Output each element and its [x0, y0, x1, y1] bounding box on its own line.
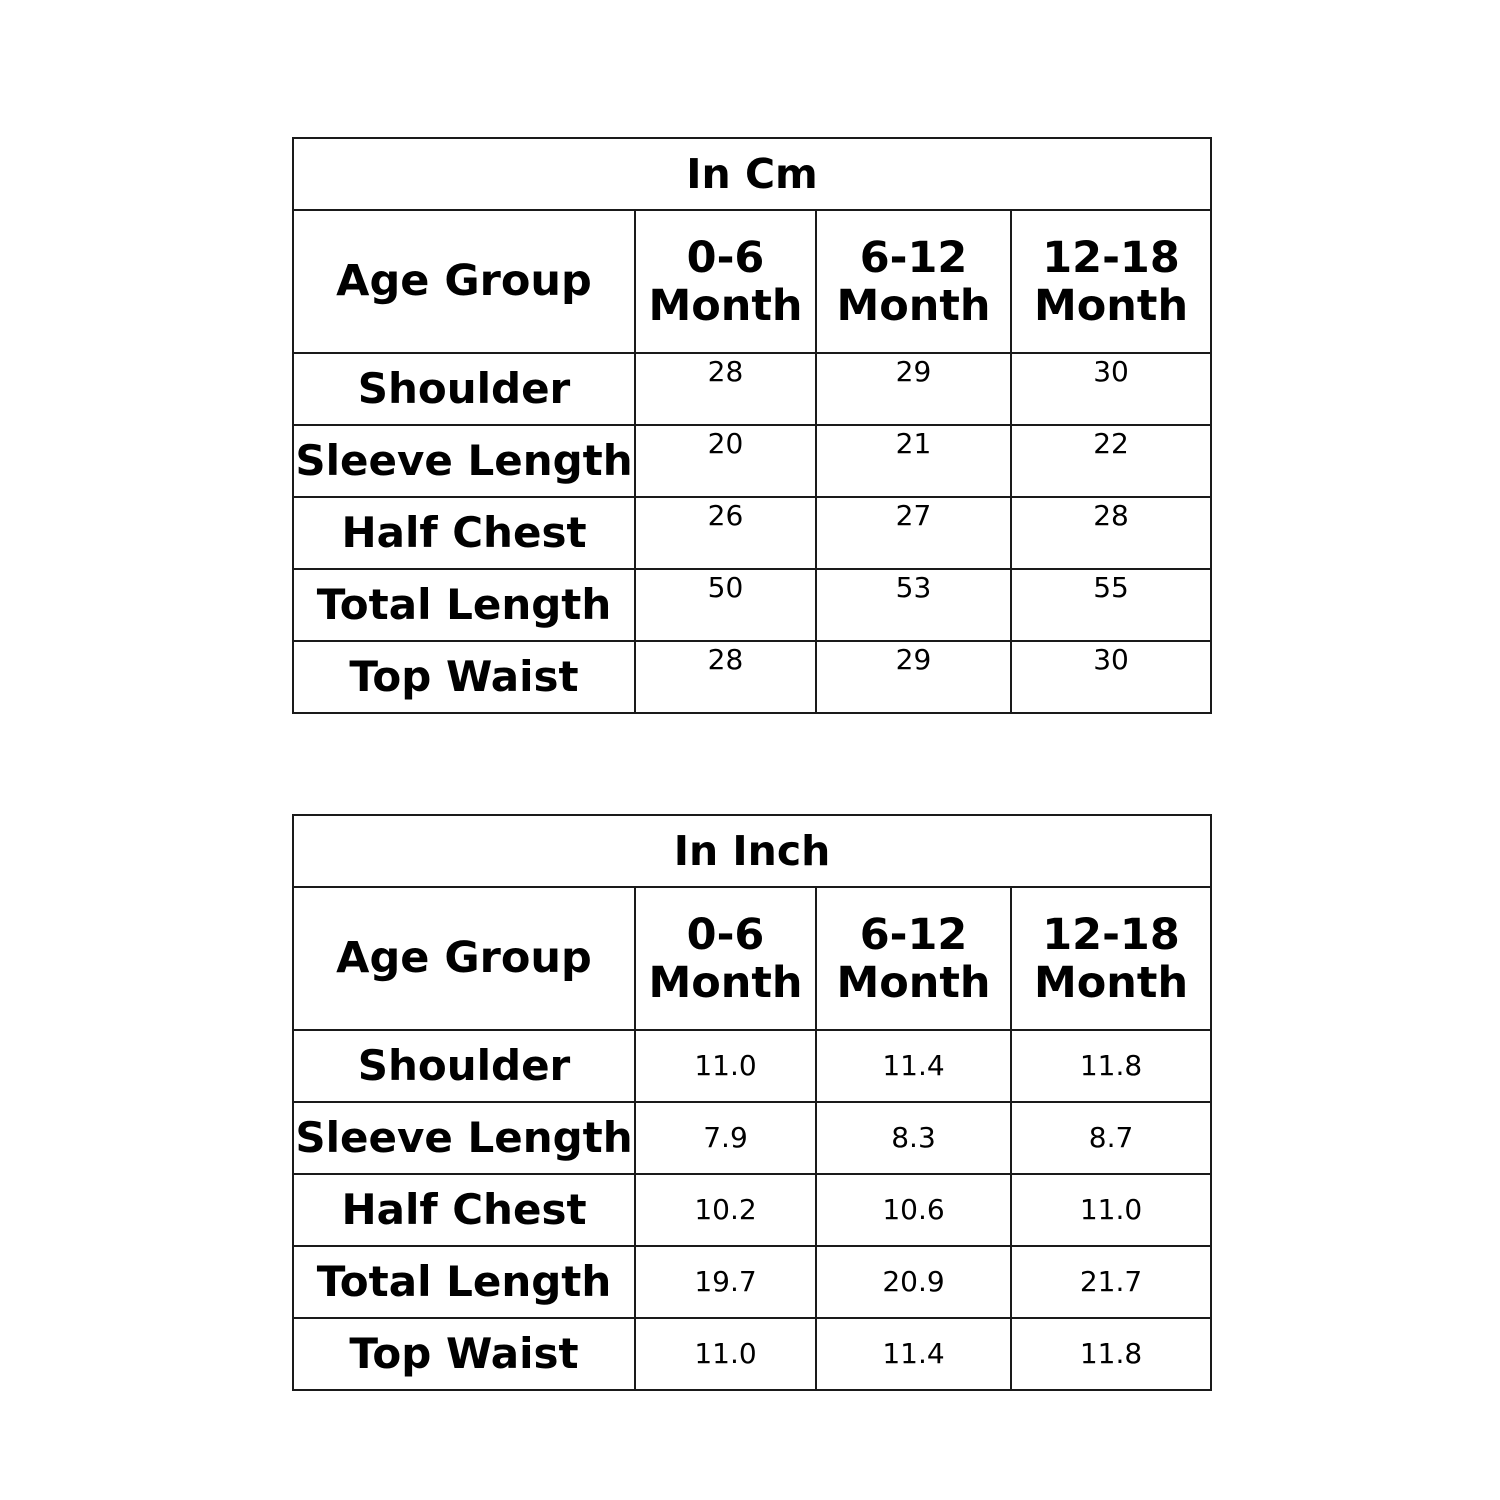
measurement-value: 20.9	[816, 1246, 1011, 1318]
row-label: Sleeve Length	[293, 1102, 635, 1174]
measurement-value: 8.7	[1011, 1102, 1211, 1174]
age-unit: Month	[836, 280, 991, 331]
measurement-value: 28	[635, 641, 816, 713]
age-column-header	[1011, 210, 1211, 353]
measurement-value: 21	[816, 425, 1011, 497]
table-row	[293, 569, 1211, 641]
age-column-header	[635, 210, 816, 353]
table-row	[293, 1030, 1211, 1102]
age-unit: Month	[648, 280, 803, 331]
table-row	[293, 497, 1211, 569]
measurement-value: 30	[1011, 641, 1211, 713]
table-row	[293, 1246, 1211, 1318]
measurement-value: 29	[816, 353, 1011, 425]
measurement-value: 11.0	[635, 1318, 816, 1390]
size-table-cm	[292, 137, 1212, 714]
age-range: 12-18	[1042, 232, 1180, 283]
measurement-value: 26	[635, 497, 816, 569]
measurement-value: 53	[816, 569, 1011, 641]
table-row	[293, 1174, 1211, 1246]
size-table-inch	[292, 814, 1212, 1391]
row-label: Sleeve Length	[293, 425, 635, 497]
row-label: Half Chest	[293, 497, 635, 569]
measurement-value: 22	[1011, 425, 1211, 497]
measurement-value: 11.0	[635, 1030, 816, 1102]
age-column-header	[635, 887, 816, 1030]
age-unit: Month	[1033, 280, 1189, 331]
table-row	[293, 425, 1211, 497]
measurement-value: 11.4	[816, 1318, 1011, 1390]
age-range: 6-12	[859, 909, 968, 960]
measurement-value: 11.0	[1011, 1174, 1211, 1246]
age-column-header	[1011, 887, 1211, 1030]
age-group-header: Age Group	[293, 210, 635, 353]
table-row	[293, 641, 1211, 713]
measurement-value: 50	[635, 569, 816, 641]
row-label: Top Waist	[293, 641, 635, 713]
measurement-value: 28	[1011, 497, 1211, 569]
age-unit: Month	[648, 957, 803, 1008]
row-label: Shoulder	[293, 353, 635, 425]
age-range: 12-18	[1042, 909, 1180, 960]
age-group-header: Age Group	[293, 887, 635, 1030]
measurement-value: 28	[635, 353, 816, 425]
table-title: In Inch	[293, 815, 1211, 887]
measurement-value: 11.4	[816, 1030, 1011, 1102]
age-range: 0-6	[686, 909, 765, 960]
measurement-value: 21.7	[1011, 1246, 1211, 1318]
measurement-value: 27	[816, 497, 1011, 569]
age-column-header	[816, 887, 1011, 1030]
measurement-value: 20	[635, 425, 816, 497]
measurement-value: 10.6	[816, 1174, 1011, 1246]
measurement-value: 10.2	[635, 1174, 816, 1246]
table-title: In Cm	[293, 138, 1211, 210]
measurement-value: 30	[1011, 353, 1211, 425]
row-label: Top Waist	[293, 1318, 635, 1390]
measurement-value: 8.3	[816, 1102, 1011, 1174]
measurement-value: 11.8	[1011, 1318, 1211, 1390]
measurement-value: 11.8	[1011, 1030, 1211, 1102]
age-unit: Month	[836, 957, 991, 1008]
age-unit: Month	[1033, 957, 1189, 1008]
table-row	[293, 1102, 1211, 1174]
measurement-value: 19.7	[635, 1246, 816, 1318]
age-range: 6-12	[859, 232, 968, 283]
row-label: Total Length	[293, 569, 635, 641]
measurement-value: 7.9	[635, 1102, 816, 1174]
row-label: Half Chest	[293, 1174, 635, 1246]
row-label: Shoulder	[293, 1030, 635, 1102]
table-row	[293, 353, 1211, 425]
table-row	[293, 1318, 1211, 1390]
row-label: Total Length	[293, 1246, 635, 1318]
measurement-value: 55	[1011, 569, 1211, 641]
age-range: 0-6	[686, 232, 765, 283]
age-column-header	[816, 210, 1011, 353]
measurement-value: 29	[816, 641, 1011, 713]
